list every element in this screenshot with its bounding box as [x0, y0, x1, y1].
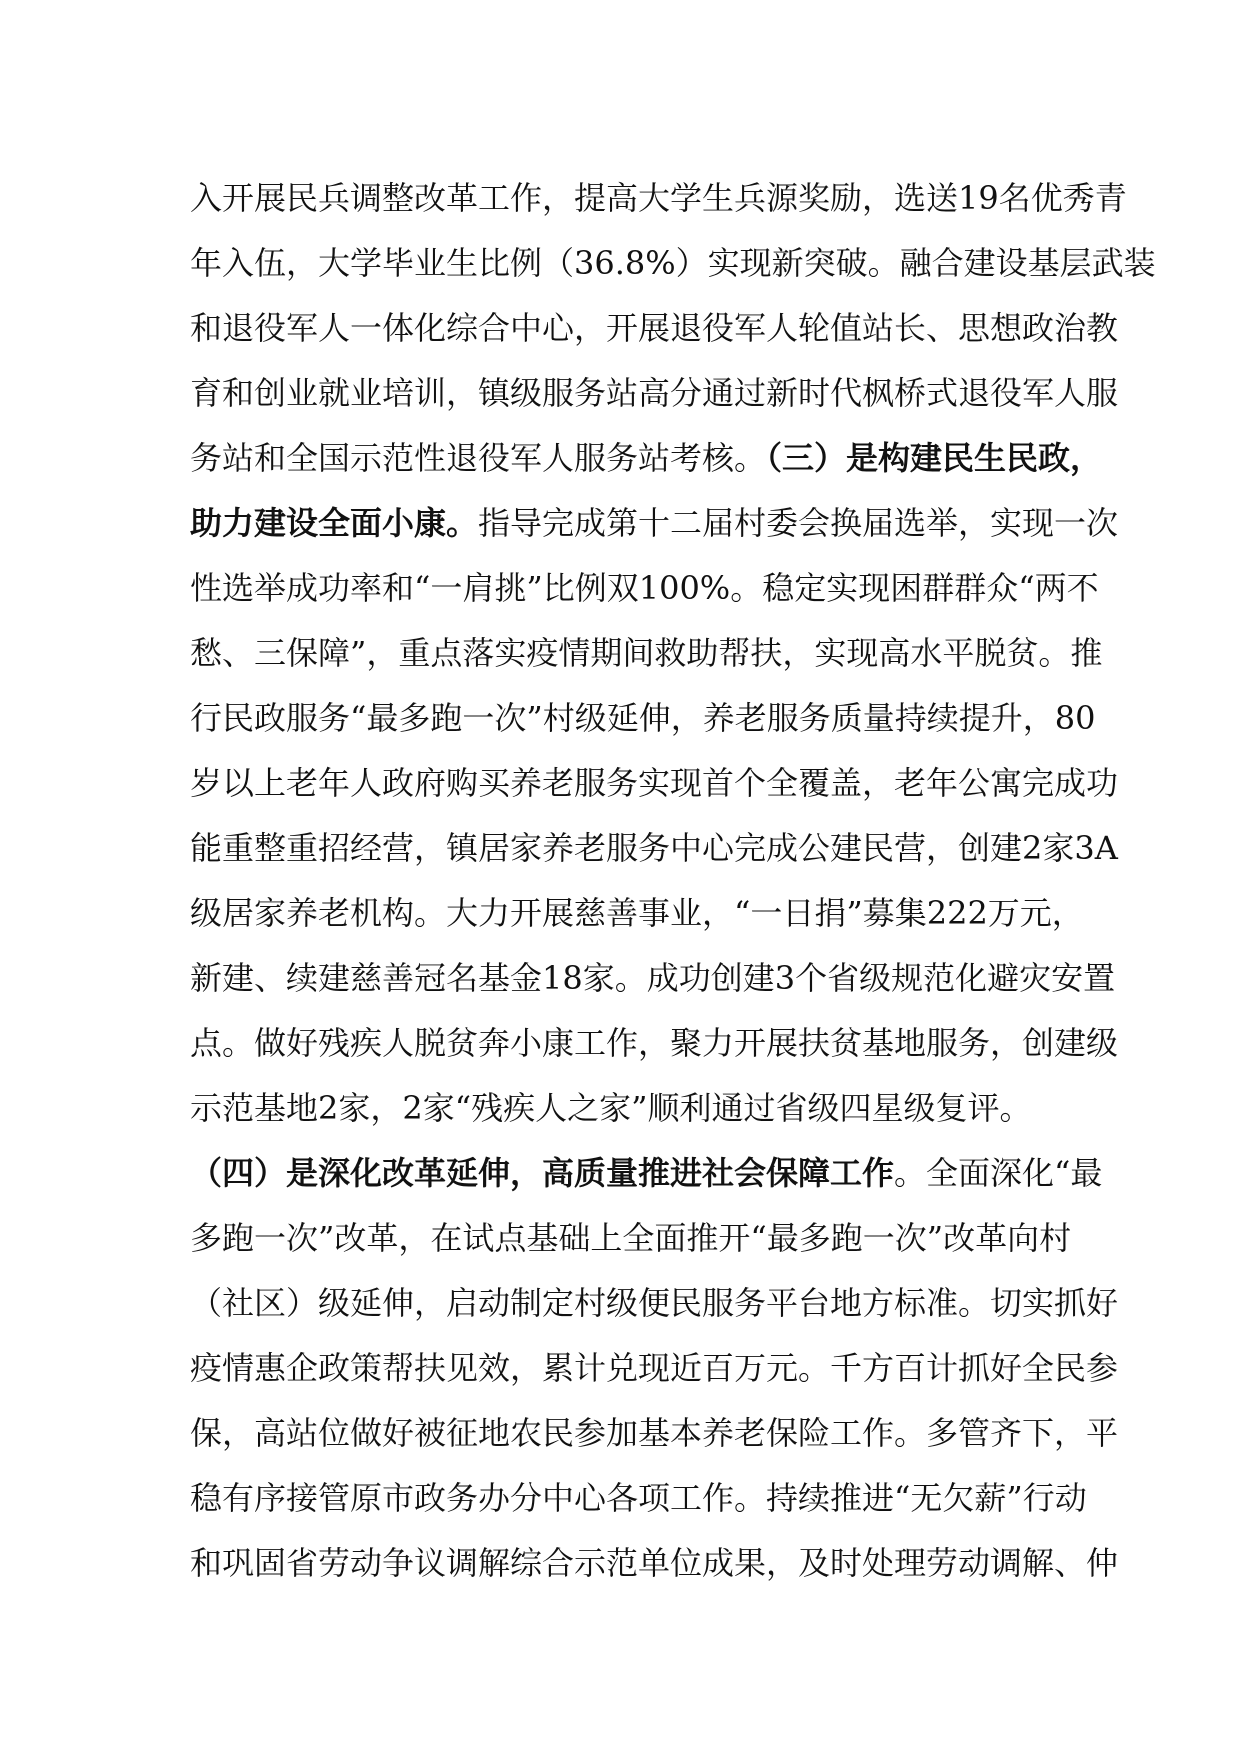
text-line — [190, 621, 1103, 686]
paragraph-text: 年入伍，大学毕业生比例（36.8%）实现新突破。融合建设基层武装 — [190, 244, 1156, 282]
text-line — [190, 1076, 1050, 1141]
text-line — [190, 166, 1127, 231]
text-line — [190, 1206, 1072, 1271]
paragraph-text: 愁、三保障”，重点落实疫情期间救助帮扶，实现高水平脱贫。推 — [190, 634, 1103, 672]
text-line — [190, 881, 1084, 946]
text-line — [190, 231, 1156, 296]
text-line — [190, 296, 1119, 361]
text-line — [190, 1336, 1119, 1401]
bold-heading-text: 助力建设全面小康。 — [190, 504, 479, 542]
paragraph-text: 。全面深化“最 — [894, 1154, 1103, 1192]
paragraph-text: （社区）级延伸，启动制定村级便民服务平台地方标准。切实抓好 — [190, 1284, 1119, 1322]
paragraph-text: 指导完成第十二届村委会换届选举，实现一次 — [478, 504, 1119, 542]
text-line — [190, 1271, 1119, 1336]
bold-heading-text: （四）是深化改革延伸，高质量推进社会保障工作 — [190, 1154, 895, 1192]
text-line — [190, 491, 1119, 556]
text-line — [190, 686, 1096, 751]
paragraph-text: 新建、续建慈善冠名基金18家。成功创建3个省级规范化避灾安置 — [190, 959, 1116, 997]
text-line — [190, 946, 1116, 1011]
text-line — [190, 1011, 1119, 1076]
text-line — [190, 1531, 1119, 1596]
paragraph-text: 能重整重招经营，镇居家养老服务中心完成公建民营，创建2家3A — [190, 829, 1118, 867]
text-line — [190, 751, 1119, 816]
paragraph-text: 疫情惠企政策帮扶见效，累计兑现近百万元。千方百计抓好全民参 — [190, 1349, 1119, 1387]
paragraph-text: 入开展民兵调整改革工作，提高大学生兵源奖励，选送19名优秀青 — [190, 179, 1127, 217]
paragraph-text: 多跑一次”改革，在试点基础上全面推开“最多跑一次”改革向村 — [190, 1219, 1072, 1257]
paragraph-text: 育和创业就业培训，镇级服务站高分通过新时代枫桥式退役军人服 — [190, 374, 1119, 412]
paragraph-text: 和退役军人一体化综合中心，开展退役军人轮值站长、思想政治教 — [190, 309, 1119, 347]
text-line — [190, 426, 1103, 491]
bold-heading-text: （三）是构建民生民政， — [766, 439, 1103, 477]
paragraph-text: 和巩固省劳动争议调解综合示范单位成果，及时处理劳动调解、仲 — [190, 1544, 1119, 1582]
text-line — [190, 816, 1118, 881]
body-text — [190, 166, 1156, 1596]
paragraph-text: 稳有序接管原市政务办分中心各项工作。持续推进“无欠薪”行动 — [190, 1479, 1087, 1517]
paragraph-text: 点。做好残疾人脱贫奔小康工作，聚力开展扶贫基地服务，创建级 — [190, 1024, 1119, 1062]
paragraph-text: 示范基地2家，2家“残疾人之家”顺利通过省级四星级复评。 — [190, 1089, 1032, 1127]
text-line — [190, 1401, 1119, 1466]
paragraph-text: 岁以上老年人政府购买养老服务实现首个全覆盖，老年公寓完成功 — [190, 764, 1119, 802]
paragraph-text: 保，高站位做好被征地农民参加基本养老保险工作。多管齐下，平 — [190, 1414, 1119, 1452]
paragraph-text: 性选举成功率和“一肩挑”比例双100%。稳定实现困群群众“两不 — [190, 569, 1099, 607]
paragraph-text: 务站和全国示范性退役军人服务站考核。 — [190, 439, 767, 477]
text-line — [190, 1141, 1103, 1206]
paragraph-text: 级居家养老机构。大力开展慈善事业，“一日捐”募集222万元， — [190, 894, 1084, 932]
text-line — [190, 1466, 1087, 1531]
text-line — [190, 361, 1119, 426]
paragraph-text: 行民政服务“最多跑一次”村级延伸，养老服务质量持续提升，80 — [190, 699, 1096, 737]
text-line — [190, 556, 1099, 621]
